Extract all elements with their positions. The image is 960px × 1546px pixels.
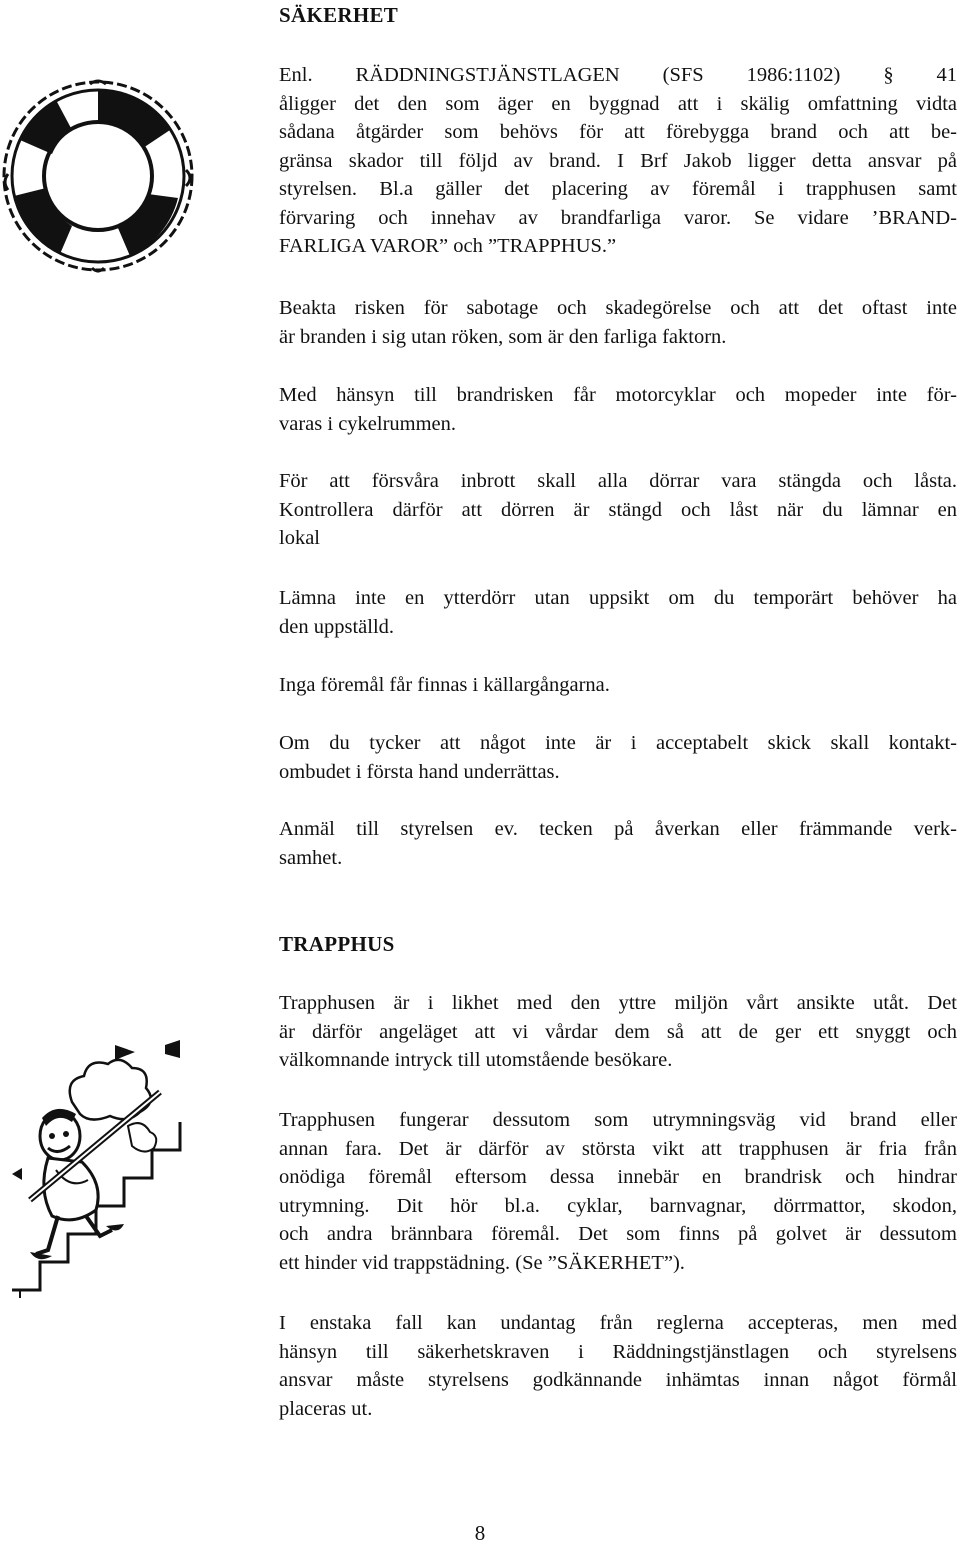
text-line: gränsa skador till följd av brand. I Brf Jakob ligger detta ansvar på bbox=[279, 149, 957, 172]
heading-sakerhet: SÄKERHET bbox=[279, 3, 399, 27]
text-line: Kontrollera därför att dörren är stängd och låst när du lämnar en bbox=[279, 498, 957, 521]
text-line: Lämna inte en ytterdörr utan uppsikt om du temporärt behöver ha bbox=[279, 587, 957, 609]
text-line: välkomnande intryck till utomstående besökare. bbox=[279, 1049, 673, 1071]
text-line: utrymning. Dit hör bl.a. cyklar, barnvagnar, dörrmattor, skodon, bbox=[279, 1194, 957, 1217]
sakerhet-paragraph-8 bbox=[279, 815, 957, 872]
text-line: Trapphusen är i likhet med den yttre miljön vårt ansikte utåt. Det bbox=[279, 992, 957, 1014]
text-line: För att försvåra inbrott skall alla dörrar vara stängda och låsta. bbox=[279, 470, 957, 492]
text-line: sådana åtgärder som behövs för att förebygga brand och att be- bbox=[279, 121, 957, 143]
text-line: Trapphusen fungerar dessutom som utrymningsväg vid brand eller bbox=[279, 1109, 957, 1131]
text-line: lokal bbox=[279, 527, 320, 549]
sakerhet-paragraph-2 bbox=[279, 294, 957, 351]
life-buoy-illustration bbox=[0, 78, 196, 274]
sakerhet-paragraph-5 bbox=[279, 584, 957, 641]
sakerhet-paragraph-3 bbox=[279, 381, 957, 438]
text-line: ett hinder vid trappstädning. (Se ”SÄKERHET”). bbox=[279, 1251, 685, 1274]
text-line: placeras ut. bbox=[279, 1397, 373, 1420]
text-line: I enstaka fall kan undantag från reglerna accepteras, men med bbox=[279, 1312, 957, 1334]
text-line: FARLIGA VAROR” och ”TRAPPHUS.” bbox=[279, 235, 617, 257]
trapphus-paragraph-1 bbox=[279, 989, 957, 1075]
text-line: ansvar måste styrelsens godkännande inhämtas innan något förmål bbox=[279, 1369, 957, 1391]
page-number: 8 bbox=[474, 1521, 486, 1545]
trapphus-paragraph-3 bbox=[279, 1309, 957, 1423]
text-line: hänsyn till säkerhetskraven i Räddningstjänstlagen och styrelsens bbox=[279, 1340, 957, 1363]
text-line: varas i cykelrummen. bbox=[279, 412, 457, 435]
text-line: och andra brännbara föremål. Det som finns på golvet är dessutom bbox=[279, 1223, 957, 1245]
text-line: Om du tycker att något inte är i acceptabelt skick skall kontakt- bbox=[279, 732, 957, 754]
text-line: ombudet i första hand underrättas. bbox=[279, 760, 560, 783]
sakerhet-paragraph-6 bbox=[279, 671, 957, 700]
text-line: Beakta risken för sabotage och skadegörelse och att det oftast inte bbox=[279, 297, 957, 319]
text-line: onödiga föremål eftersom dessa innebär en brandrisk och hindrar bbox=[279, 1166, 957, 1188]
trapphus-paragraph-2 bbox=[279, 1106, 957, 1277]
text-line: är branden i sig utan röken, som är den farliga faktorn. bbox=[279, 325, 727, 348]
text-line: Anmäl till styrelsen ev. tecken på åverkan eller främmande verk- bbox=[279, 818, 957, 840]
text-line: förvaring och innehav av brandfarliga varor. Se vidare ’BRAND- bbox=[279, 206, 957, 229]
text-line: annan fara. Det är därför av största vikt att trapphusen är fria från bbox=[279, 1137, 957, 1160]
text-line: åligger det den som äger en byggnad att i skälig omfattning vidta bbox=[279, 92, 957, 115]
staircase-cartoon-illustration bbox=[0, 1040, 200, 1302]
text-line: Inga föremål får finnas i källargångarna. bbox=[279, 674, 610, 696]
text-line: styrelsen. Bl.a gäller det placering av föremål i trapphusen samt bbox=[279, 178, 957, 200]
sakerhet-paragraph-7 bbox=[279, 729, 957, 786]
text-line: Med hänsyn till brandrisken får motorcyklar och mopeder inte för- bbox=[279, 384, 957, 406]
sakerhet-paragraph-4 bbox=[279, 467, 957, 553]
text-line: samhet. bbox=[279, 846, 343, 869]
text-line: är därför angeläget att vi vårdar dem så att de ger ett snyggt och bbox=[279, 1020, 957, 1043]
sakerhet-paragraph-1 bbox=[279, 61, 957, 261]
text-line: Enl. RÄDDNINGSTJÄNSTLAGEN (SFS 1986:1102) § 41 bbox=[279, 64, 957, 86]
text-line: den uppställd. bbox=[279, 615, 395, 638]
heading-trapphus: TRAPPHUS bbox=[279, 932, 395, 956]
